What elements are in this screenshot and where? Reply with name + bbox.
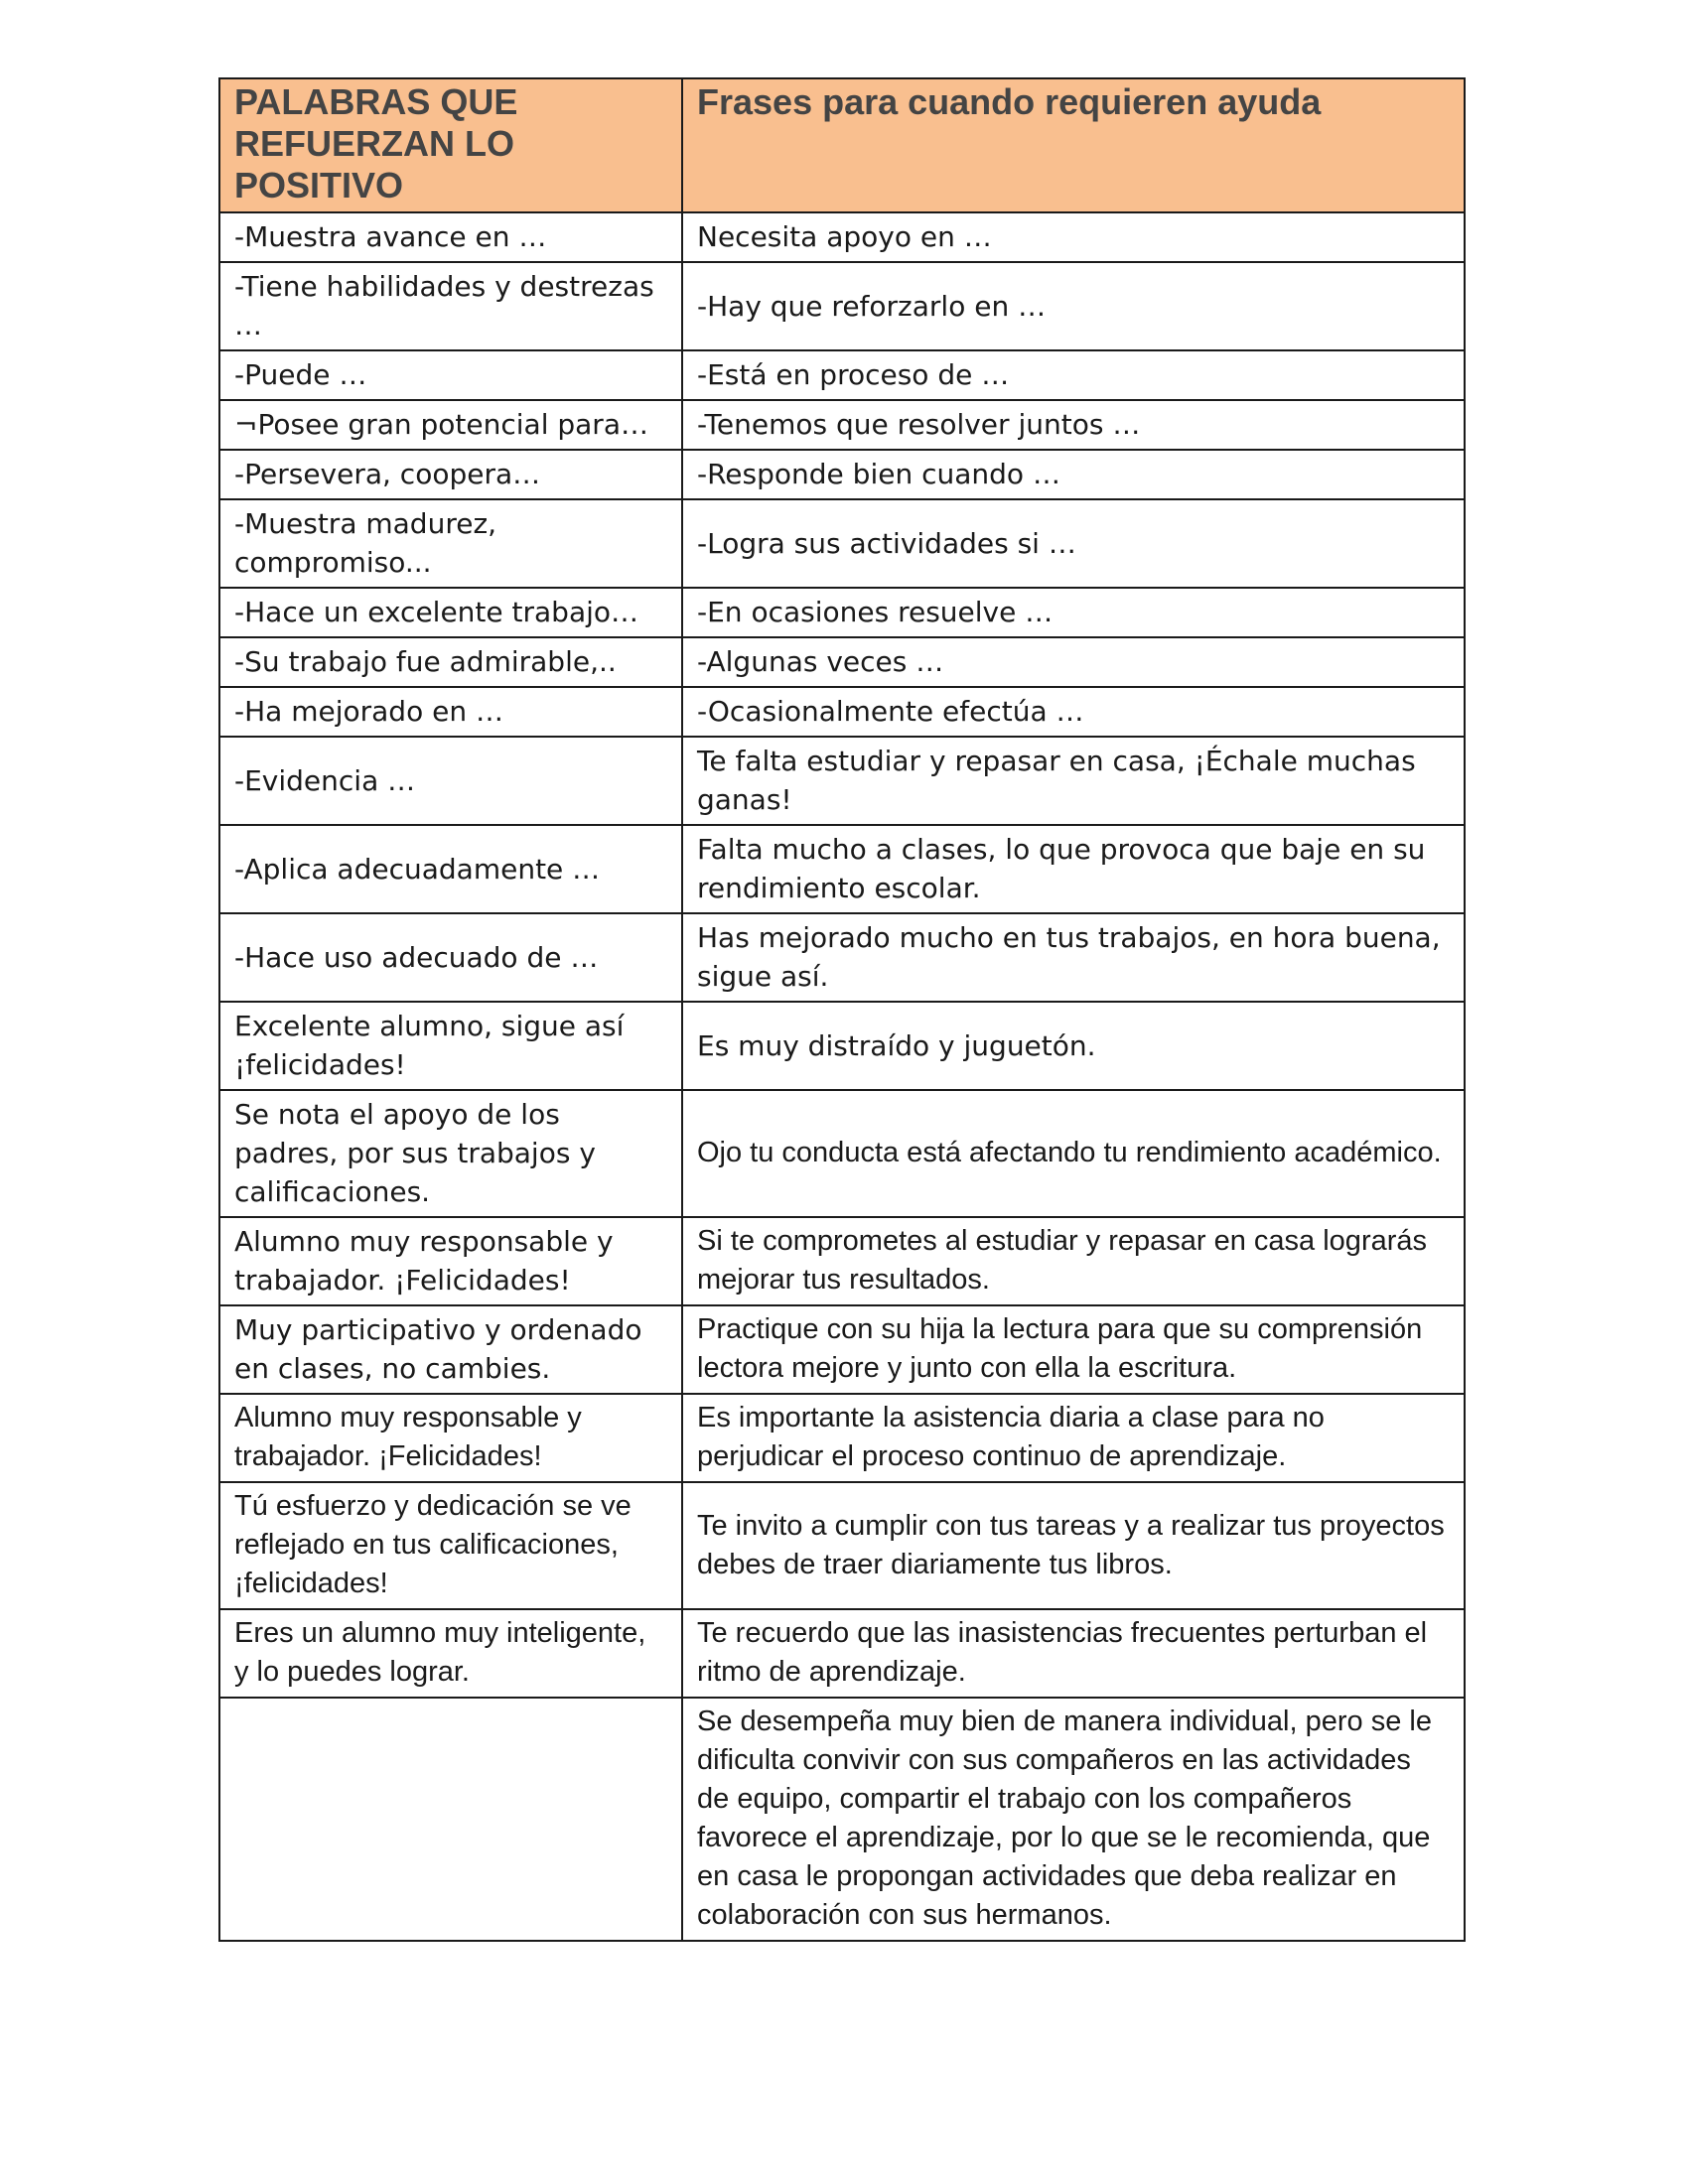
positive-cell: -Persevera, coopera…	[219, 450, 682, 499]
help-cell: Necesita apoyo en …	[682, 212, 1465, 262]
help-cell: -Tenemos que resolver juntos …	[682, 400, 1465, 450]
table-row	[219, 1002, 1465, 1090]
positive-cell: Muy participativo y ordenado en clases, no cambies.	[219, 1305, 682, 1394]
positive-cell: Se nota el apoyo de los padres, por sus trabajos y calificaciones.	[219, 1090, 682, 1217]
table-row	[219, 637, 1465, 687]
help-cell: -Hay que reforzarlo en …	[682, 262, 1465, 350]
table-row	[219, 825, 1465, 913]
table-row	[219, 737, 1465, 825]
positive-cell: Tú esfuerzo y dedicación se ve reflejado en tus calificaciones, ¡felicidades!	[219, 1482, 682, 1609]
positive-cell: Alumno muy responsable y trabajador. ¡Felicidades!	[219, 1217, 682, 1305]
help-cell: Te falta estudiar y repasar en casa, ¡Échale muchas ganas!	[682, 737, 1465, 825]
help-cell: -Logra sus actividades si …	[682, 499, 1465, 588]
help-cell: -Responde bien cuando …	[682, 450, 1465, 499]
help-cell: Has mejorado mucho en tus trabajos, en hora buena, sigue así.	[682, 913, 1465, 1002]
table-header-row	[219, 78, 1465, 212]
help-cell: Es importante la asistencia diaria a clase para no perjudicar el proceso continuo de aprendizaje.	[682, 1394, 1465, 1482]
header-help-phrases: Frases para cuando requieren ayuda	[682, 78, 1465, 212]
table-row	[219, 499, 1465, 588]
header-positive-words: PALABRAS QUE REFUERZAN LO POSITIVO	[219, 78, 682, 212]
positive-cell: Excelente alumno, sigue así ¡felicidades!	[219, 1002, 682, 1090]
positive-cell: -Muestra avance en …	[219, 212, 682, 262]
positive-cell: -Evidencia …	[219, 737, 682, 825]
positive-cell: Eres un alumno muy inteligente, y lo puedes lograr.	[219, 1609, 682, 1698]
help-cell: Te recuerdo que las inasistencias frecuentes perturban el ritmo de aprendizaje.	[682, 1609, 1465, 1698]
table-row	[219, 350, 1465, 400]
table-row	[219, 1394, 1465, 1482]
table-row	[219, 913, 1465, 1002]
help-cell: Se desempeña muy bien de manera individual, pero se le dificulta convivir con sus compañeros en las actividades de equipo, compartir el trabajo con los compañeros favorece el aprendizaje, por lo que se le recomienda, que en casa le propongan actividades que deba realizar en colaboración con sus hermanos.	[682, 1698, 1465, 1941]
table-row	[219, 1305, 1465, 1394]
help-cell: Ojo tu conducta está afectando tu rendimiento académico.	[682, 1090, 1465, 1217]
positive-cell: -Puede …	[219, 350, 682, 400]
help-cell: Te invito a cumplir con tus tareas y a realizar tus proyectos debes de traer diariamente tus libros.	[682, 1482, 1465, 1609]
table-row	[219, 400, 1465, 450]
positive-cell	[219, 1698, 682, 1941]
table-row	[219, 212, 1465, 262]
help-cell: -Está en proceso de …	[682, 350, 1465, 400]
positive-cell: -Aplica adecuadamente …	[219, 825, 682, 913]
positive-cell: -Tiene habilidades y destrezas …	[219, 262, 682, 350]
positive-cell: -Muestra madurez, compromiso...	[219, 499, 682, 588]
positive-cell: ¬Posee gran potencial para…	[219, 400, 682, 450]
table-row	[219, 1482, 1465, 1609]
table-row	[219, 1090, 1465, 1217]
phrases-table	[218, 77, 1466, 1942]
help-cell: -Algunas veces …	[682, 637, 1465, 687]
table-row	[219, 1609, 1465, 1698]
table-row	[219, 1698, 1465, 1941]
help-cell: Si te comprometes al estudiar y repasar en casa lograrás mejorar tus resultados.	[682, 1217, 1465, 1305]
table-row	[219, 588, 1465, 637]
table-row	[219, 1217, 1465, 1305]
positive-cell: -Su trabajo fue admirable,..	[219, 637, 682, 687]
positive-cell: -Hace uso adecuado de …	[219, 913, 682, 1002]
help-cell: Practique con su hija la lectura para que su comprensión lectora mejore y junto con ella la escritura.	[682, 1305, 1465, 1394]
positive-cell: -Hace un excelente trabajo…	[219, 588, 682, 637]
positive-cell: Alumno muy responsable y trabajador. ¡Felicidades!	[219, 1394, 682, 1482]
table-row	[219, 450, 1465, 499]
help-cell: Falta mucho a clases, lo que provoca que baje en su rendimiento escolar.	[682, 825, 1465, 913]
help-cell: -Ocasionalmente efectúa …	[682, 687, 1465, 737]
table-row	[219, 262, 1465, 350]
help-cell: -En ocasiones resuelve …	[682, 588, 1465, 637]
table-row	[219, 687, 1465, 737]
help-cell: Es muy distraído y juguetón.	[682, 1002, 1465, 1090]
positive-cell: -Ha mejorado en …	[219, 687, 682, 737]
